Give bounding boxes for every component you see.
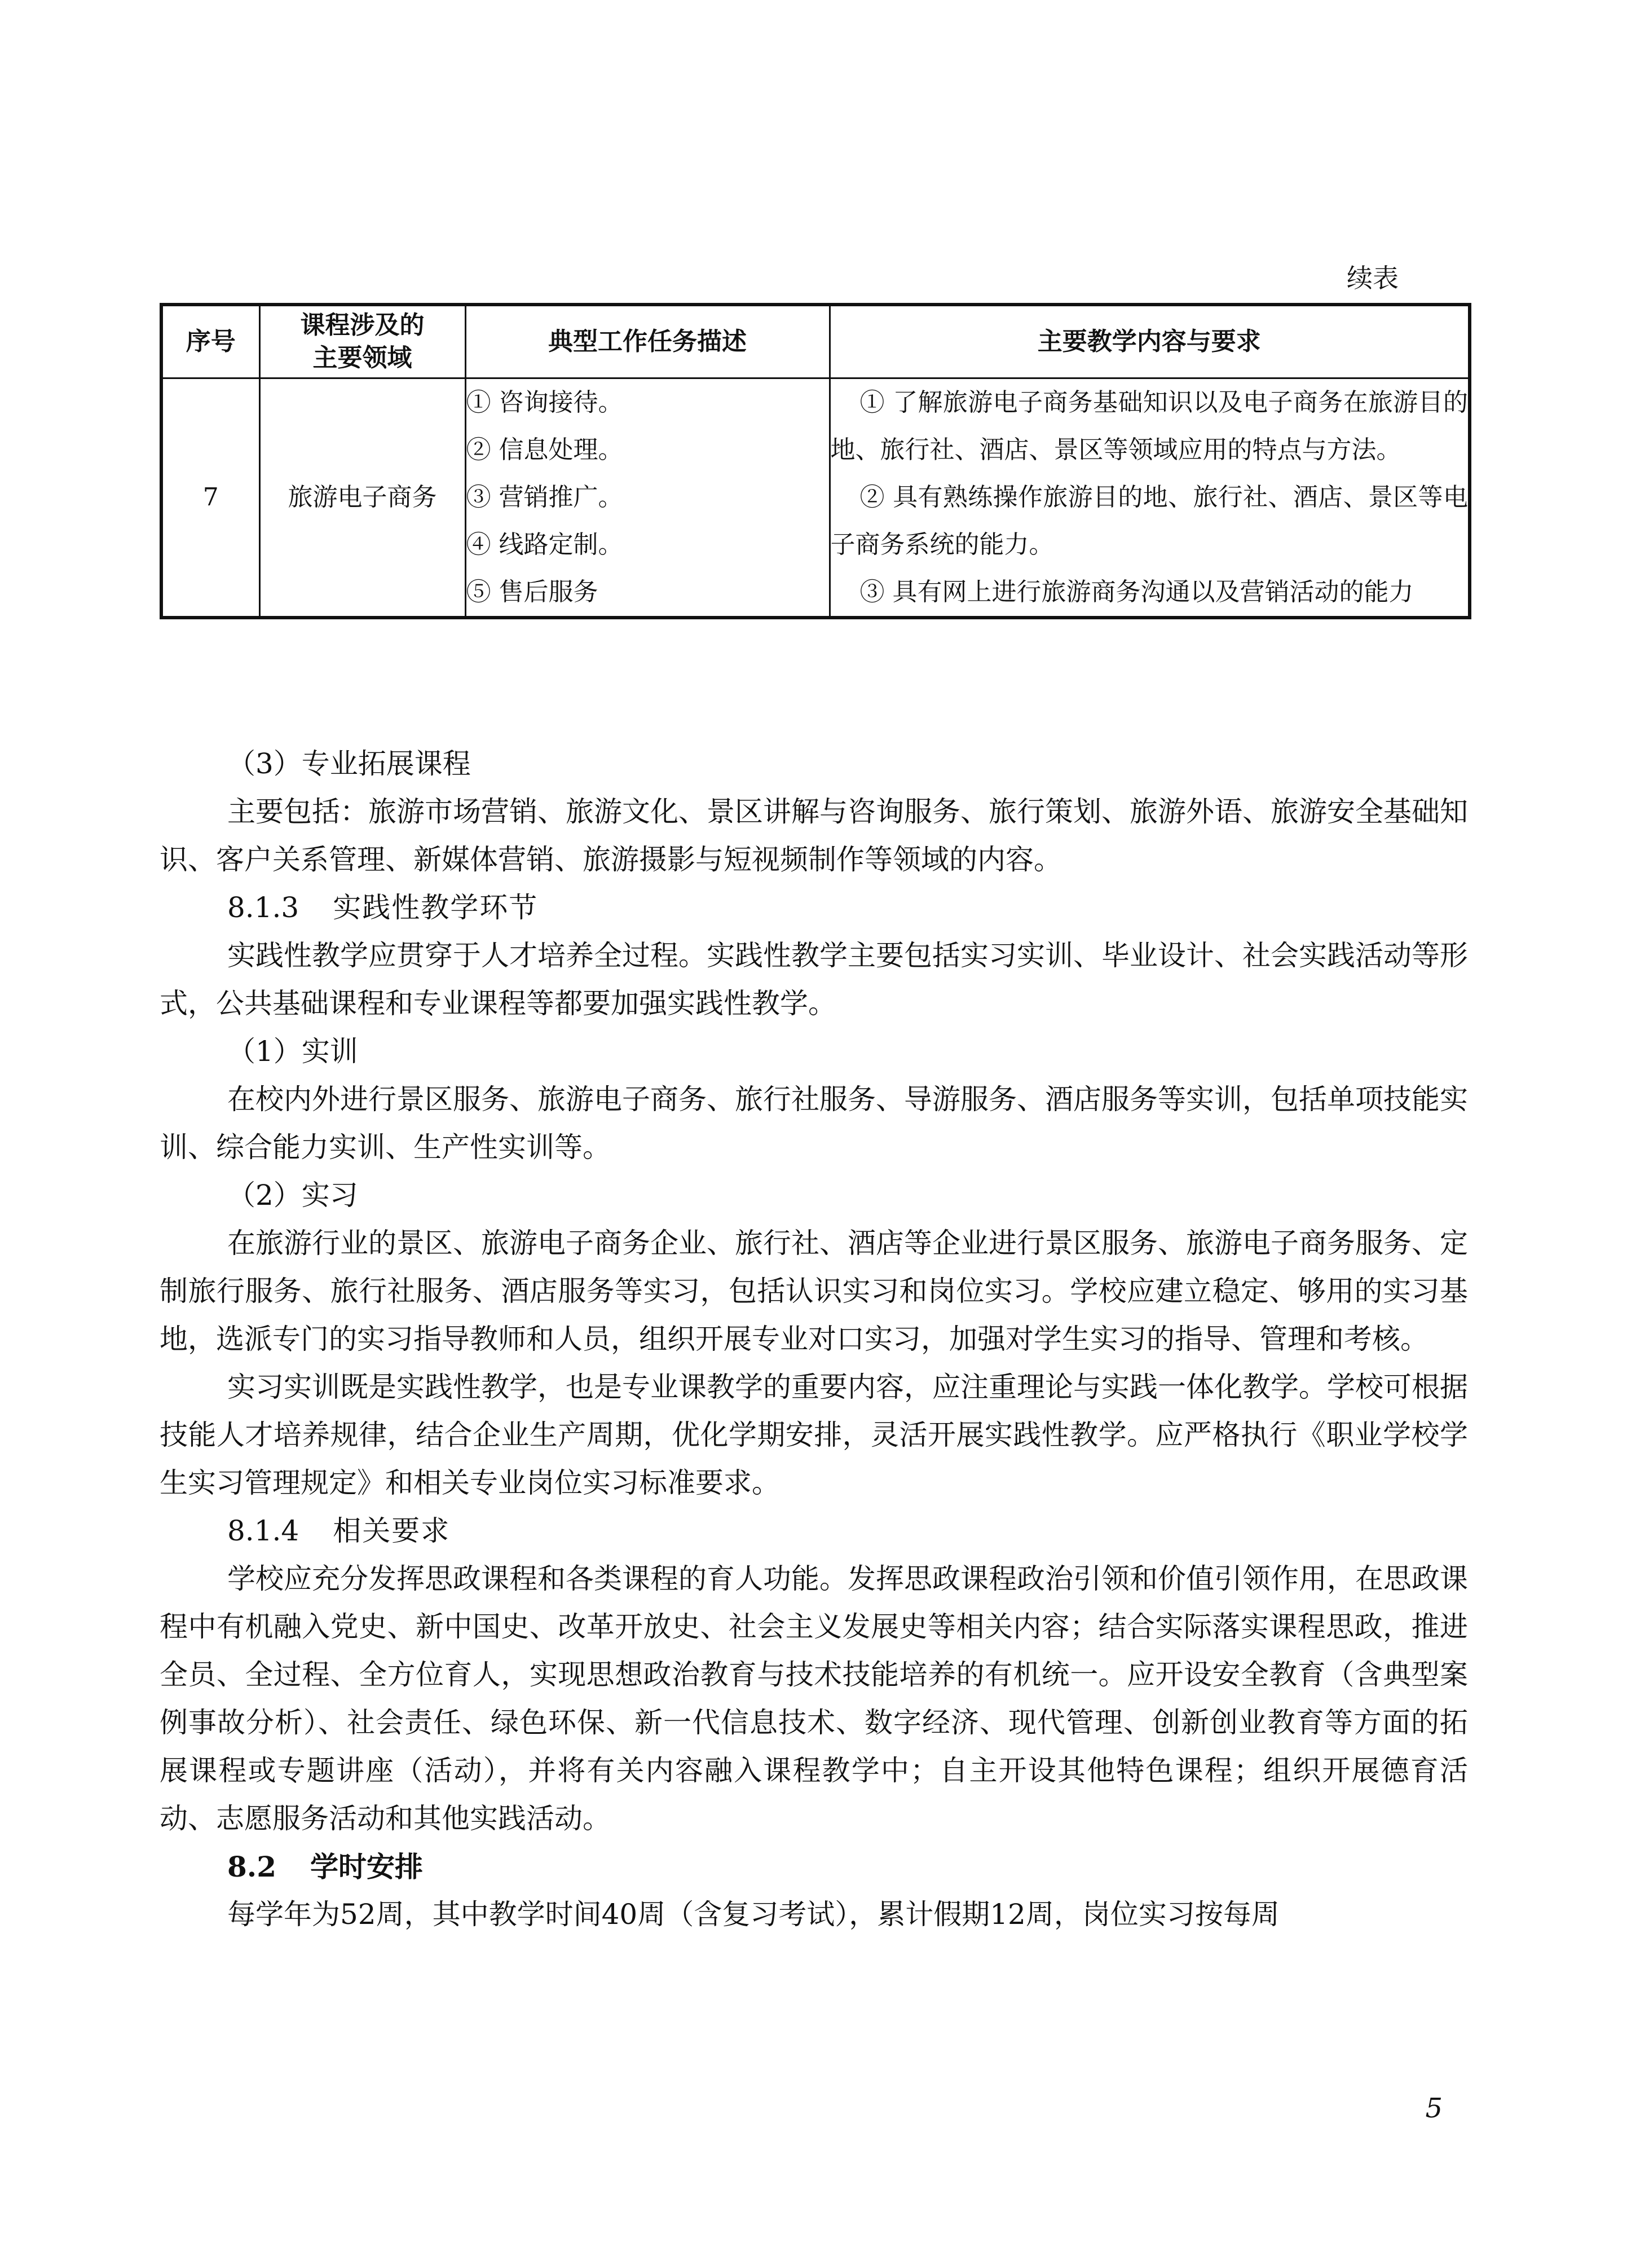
cell-no: 7 — [161, 378, 259, 618]
section-heading-8-2 — [160, 1843, 1468, 1891]
requirement-item: ② 具有熟练操作旅游目的地、旅行社、酒店、景区等电子商务系统的能力。 — [830, 483, 1468, 559]
header-tasks: 典型工作任务描述 — [465, 305, 830, 378]
page-number: 5 — [1425, 2093, 1443, 2124]
paragraph: 在校内外进行景区服务、旅游电子商务、旅行社服务、导游服务、酒店服务等实训，包括单项技能实训、综合能力实训、生产性实训等。 — [160, 1083, 1468, 1164]
subheading-training: （1）实训 — [227, 1035, 358, 1068]
cell-area: 旅游电子商务 — [259, 378, 465, 618]
requirement-item: ③ 具有网上进行旅游商务沟通以及营销活动的能力 — [859, 578, 1414, 606]
table-row — [161, 378, 1470, 618]
header-area-line-1: 课程涉及的 — [300, 311, 425, 340]
cell-tasks — [465, 378, 830, 618]
header-requirements: 主要教学内容与要求 — [830, 305, 1470, 378]
section-number: 8.1.3 — [227, 891, 299, 924]
task-item: ④ 线路定制。 — [466, 530, 623, 559]
task-item: ① 咨询接待。 — [466, 388, 623, 417]
continued-table-label: 续表 — [1347, 263, 1399, 293]
section-heading-8-1-3 — [160, 884, 1468, 932]
paragraph: 主要包括：旅游市场营销、旅游文化、景区讲解与咨询服务、旅行策划、旅游外语、旅游安全基础知识、客户关系管理、新媒体营销、旅游摄影与短视频制作等领域的内容。 — [160, 795, 1468, 876]
header-no: 序号 — [161, 305, 259, 378]
task-item: ⑤ 售后服务 — [466, 578, 598, 606]
body-text — [160, 740, 1468, 1939]
section-number: 8.1.4 — [227, 1514, 299, 1547]
header-area-line-2: 主要领域 — [312, 343, 412, 372]
paragraph: 每学年为52周，其中教学时间40周（含复习考试），累计假期12周，岗位实习按每周 — [227, 1898, 1280, 1931]
section-number: 8.2 — [227, 1850, 276, 1883]
cell-requirements — [830, 378, 1470, 618]
task-item: ② 信息处理。 — [466, 435, 623, 464]
paragraph: 在旅游行业的景区、旅游电子商务企业、旅行社、酒店等企业进行景区服务、旅游电子商务服务、定制旅行服务、旅行社服务、酒店服务等实习，包括认识实习和岗位实习。学校应建立稳定、够用的实习基地，选派专门的实习指导教师和人员，组织开展专业对口实习，加强对学生实习的指导、管理和考核。 — [160, 1227, 1468, 1355]
paragraph: 学校应充分发挥思政课程和各类课程的育人功能。发挥思政课程政治引领和价值引领作用，在思政课程中有机融入党史、新中国史、改革开放史、社会主义发展史等相关内容；结合实际落实课程思政，推进全员、全过程、全方位育人，实现思想政治教育与技术技能培养的有机统一。应开设安全教育（含典型案例事故分析）、社会责任、绿色环保、新一代信息技术、数字经济、现代管理、创新创业教育等方面的拓展课程或专题讲座（活动），并将有关内容融入课程教学中；自主开设其他特色课程；组织开展德育活动、志愿服务活动和其他实践活动。 — [160, 1562, 1468, 1835]
section-title: 学时安排 — [310, 1850, 423, 1883]
subheading-internship: （2）实习 — [227, 1179, 358, 1212]
task-item: ③ 营销推广。 — [466, 483, 623, 512]
requirement-item: ① 了解旅游电子商务基础知识以及电子商务在旅游目的地、旅行社、酒店、景区等领域应用的特点与方法。 — [830, 388, 1468, 464]
subheading-extension-courses: （3）专业拓展课程 — [227, 747, 471, 780]
header-area — [259, 305, 465, 378]
section-title: 实践性教学环节 — [333, 891, 539, 924]
section-title: 相关要求 — [333, 1514, 451, 1547]
course-table — [160, 303, 1471, 619]
section-heading-8-1-4 — [160, 1507, 1468, 1555]
paragraph: 实习实训既是实践性教学，也是专业课教学的重要内容，应注重理论与实践一体化教学。学校可根据技能人才培养规律，结合企业生产周期，优化学期安排，灵活开展实践性教学。应严格执行《职业学校学生实习管理规定》和相关专业岗位实习标准要求。 — [160, 1371, 1468, 1499]
paragraph: 实践性教学应贯穿于人才培养全过程。实践性教学主要包括实习实训、毕业设计、社会实践活动等形式，公共基础课程和专业课程等都要加强实践性教学。 — [160, 939, 1468, 1020]
table-header-row — [161, 305, 1470, 378]
